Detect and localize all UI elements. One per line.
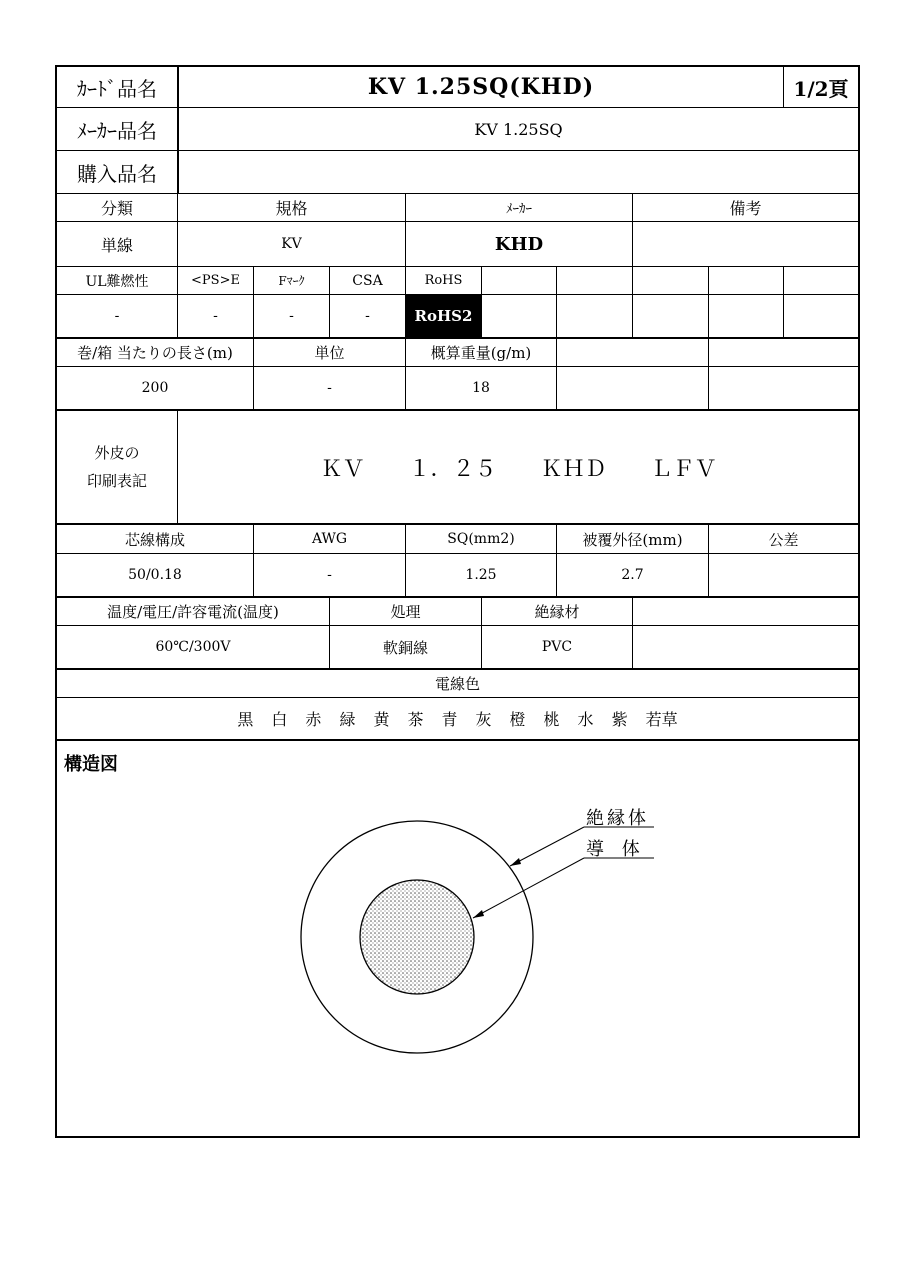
pse-header: <PS>E <box>191 273 240 288</box>
sheet-bottom-rule <box>55 1137 860 1138</box>
divider <box>177 410 178 523</box>
cert-header-6 <box>482 267 556 294</box>
length-header-5 <box>709 339 858 366</box>
wire-color: 紫 <box>611 710 628 729</box>
unit-header: 単位 <box>314 344 345 362</box>
ul-header: UL難燃性 <box>85 273 149 290</box>
card-name-label: ｶｰﾄﾞ品名 <box>77 76 157 101</box>
purchase-name-label: 購入品名 <box>77 161 157 186</box>
print-marking <box>179 411 858 523</box>
maker-name-value: KV 1.25SQ <box>474 119 563 139</box>
conductor-circle <box>360 880 474 994</box>
length-per-box-header: 巻/箱 当たりの長さ(m) <box>77 344 233 362</box>
length-per-box-value: 200 <box>141 380 169 396</box>
wire-color: 黄 <box>373 710 390 729</box>
wire-color: 青 <box>441 710 458 729</box>
cert-header-9 <box>709 267 783 294</box>
maker-header: ﾒｰｶｰ <box>506 202 532 217</box>
f-mark-header: Fﾏｰｸ <box>278 274 305 288</box>
cert-value-8 <box>633 295 708 337</box>
wire-color: 橙 <box>509 710 526 729</box>
weight-value: 18 <box>472 380 490 396</box>
class-header: 分類 <box>100 199 133 218</box>
print-label-line1: 外皮の <box>94 444 140 462</box>
weight-header: 概算重量(g/m) <box>430 344 532 362</box>
strand-header: 芯線構成 <box>124 530 185 549</box>
wire-color: 黒 <box>237 710 254 729</box>
standard-header: 規格 <box>275 199 308 218</box>
wire-color: 若草 <box>645 710 678 729</box>
wire-color: 桃 <box>543 710 560 729</box>
print-token: ＫＨＤ <box>540 456 607 482</box>
class-value: 単線 <box>100 235 133 255</box>
maker-name-label: ﾒｰｶｰ品名 <box>77 118 157 143</box>
cert-header-8 <box>633 267 708 294</box>
remarks-value <box>633 222 858 266</box>
sq-value: 1.25 <box>465 567 497 583</box>
length-value-4 <box>557 367 708 409</box>
page-number: 1/2頁 <box>793 76 849 101</box>
print-token: ＬＦＶ <box>650 456 717 482</box>
print-token: ＫＶ <box>320 456 365 482</box>
maker-value: KHD <box>494 233 544 255</box>
wire-color: 灰 <box>475 710 492 729</box>
wire-color: 水 <box>577 710 594 729</box>
outer-diameter-header: 被覆外径(mm) <box>582 530 683 549</box>
cert-header-7 <box>557 267 632 294</box>
f-mark-value: - <box>289 308 294 324</box>
treatment-value: 軟銅線 <box>382 638 428 657</box>
remarks-header: 備考 <box>729 199 762 218</box>
rohs-header: RoHS <box>424 273 463 288</box>
awg-header: AWG <box>311 531 348 547</box>
arrowhead <box>510 858 521 866</box>
insulation-value: PVC <box>541 639 573 655</box>
temp-value-4 <box>633 626 858 668</box>
cert-value-9 <box>709 295 783 337</box>
card-name-value: KV 1.25SQ(KHD) <box>367 74 595 100</box>
cert-value-10 <box>784 295 858 337</box>
ul-value: - <box>114 308 120 324</box>
csa-value: - <box>365 308 370 324</box>
sq-header: SQ(mm2) <box>447 531 515 547</box>
wire-color: 茶 <box>407 710 424 729</box>
structure-title: 構造図 <box>64 754 118 775</box>
standard-value: KV <box>281 236 302 252</box>
divider <box>55 739 860 741</box>
purchase-name-value <box>179 151 858 193</box>
cable-cross-section-diagram <box>290 800 670 1060</box>
wire-color: 白 <box>271 710 288 729</box>
rating-header: 温度/電圧/許容電流(温度) <box>107 603 279 621</box>
unit-value: - <box>327 380 332 396</box>
cert-value-6 <box>482 295 556 337</box>
wire-color-header: 電線色 <box>434 675 480 693</box>
print-label-line2: 印刷表記 <box>86 472 147 490</box>
cert-header-10 <box>784 267 858 294</box>
tolerance-header: 公差 <box>768 530 799 549</box>
csa-header: CSA <box>352 272 383 289</box>
treatment-header: 処理 <box>390 603 421 621</box>
print-label <box>57 411 177 523</box>
length-value-5 <box>709 367 858 409</box>
insulation-header: 絶縁材 <box>534 603 580 621</box>
cert-value-7 <box>557 295 632 337</box>
awg-value: - <box>327 567 332 583</box>
temp-header-4 <box>633 598 858 625</box>
length-header-4 <box>557 339 708 366</box>
insulator-label: 絶縁体 <box>586 808 649 829</box>
rating-value: 60℃/300V <box>155 639 231 655</box>
pse-value: - <box>213 308 218 324</box>
conductor-label: 導 体 <box>586 839 646 860</box>
tolerance-value <box>709 554 858 596</box>
wire-color: 緑 <box>339 710 356 729</box>
wire-color-list <box>57 698 858 739</box>
wire-color: 赤 <box>305 710 322 729</box>
rohs-badge: RoHS2 <box>406 295 481 337</box>
outer-diameter-value: 2.7 <box>621 567 644 583</box>
strand-value: 50/0.18 <box>128 567 182 583</box>
print-token: １．２５ <box>408 456 497 482</box>
insulator-leader <box>510 827 584 866</box>
